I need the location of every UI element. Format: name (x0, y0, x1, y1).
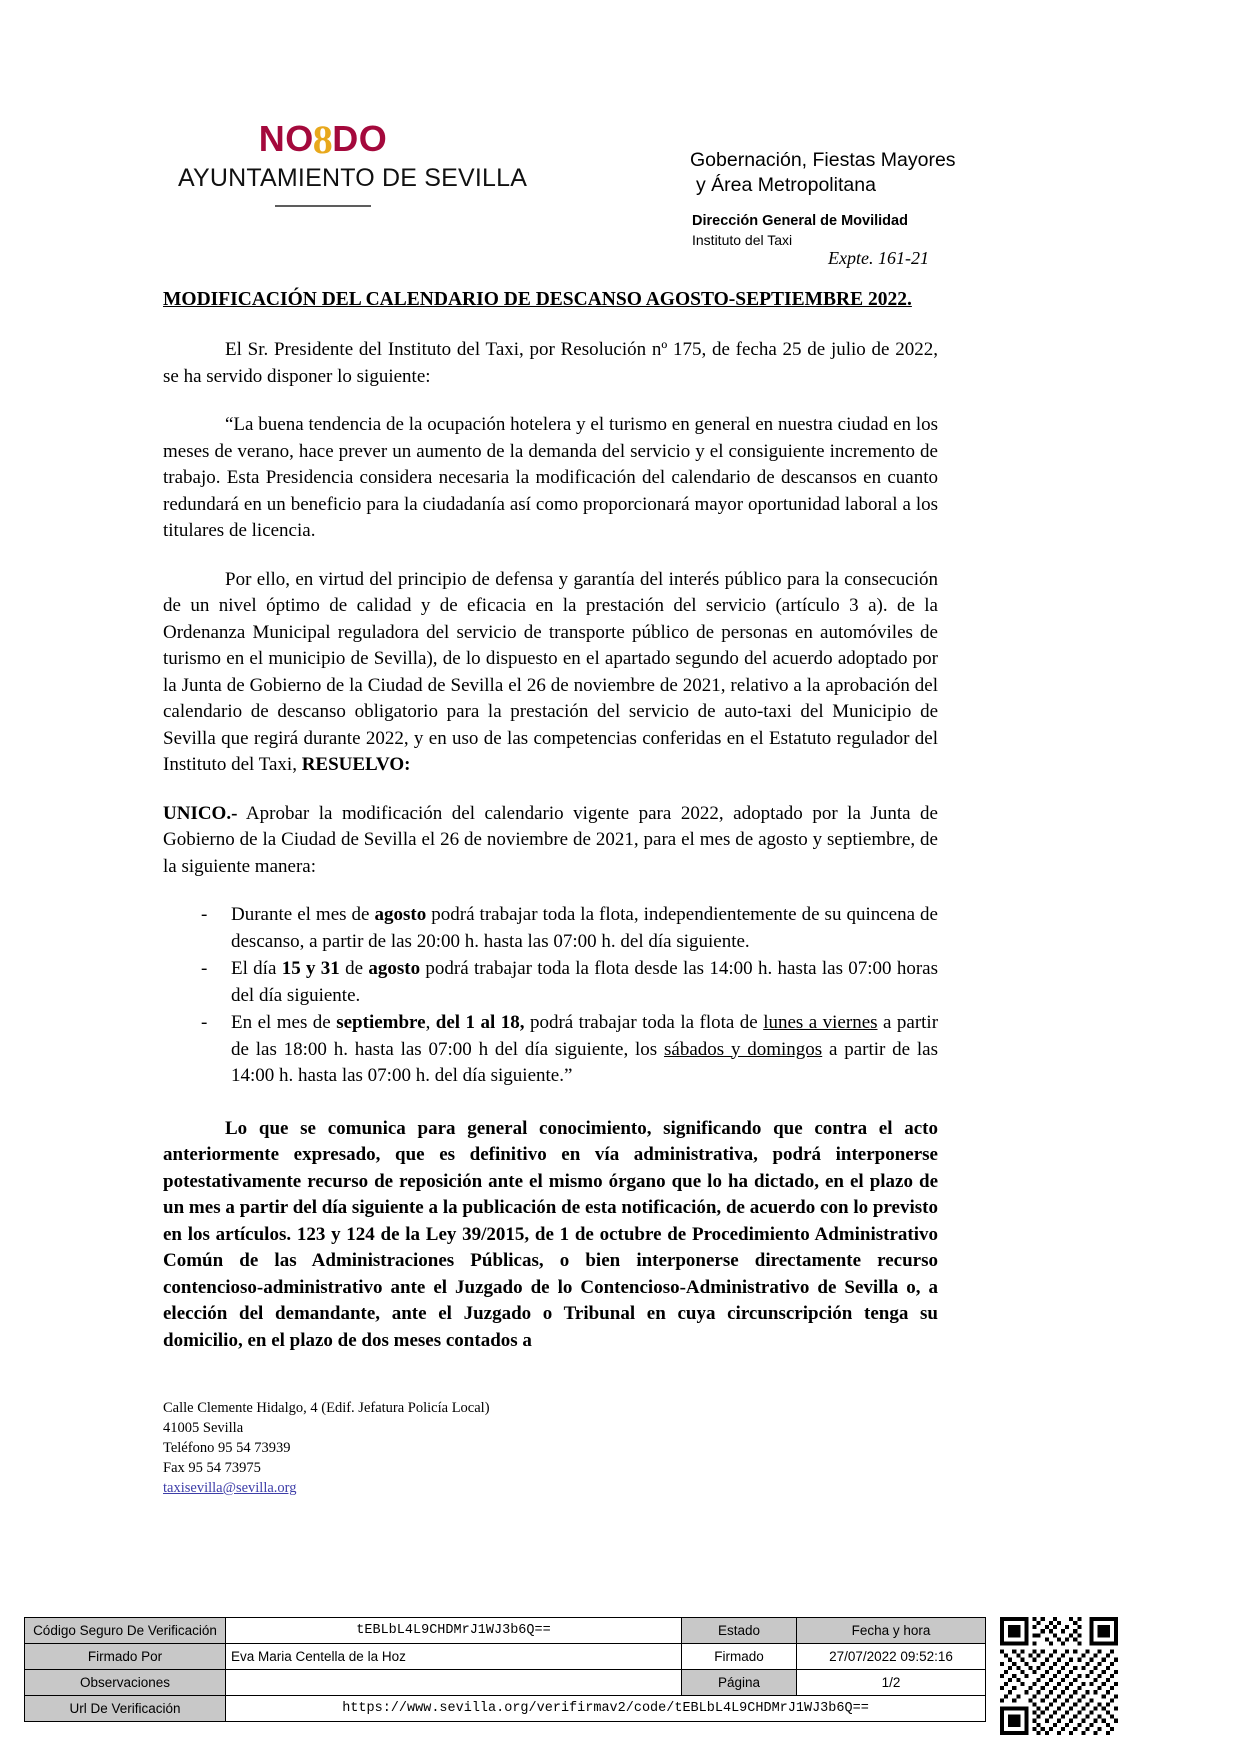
rules-list (163, 902, 938, 1090)
value-csv: tEBLbL4L9CHDMrJ1WJ3b6Q== (226, 1618, 682, 1644)
rule-3-text-c: podrá trabajar toda la flota de (524, 1012, 764, 1033)
rule-2-month: agosto (368, 958, 421, 979)
label-pagina: Página (682, 1670, 797, 1696)
paragraph-legal-basis (163, 567, 938, 779)
rule-3-weekdays: lunes a viernes (763, 1012, 878, 1033)
nosdo-wordmark (178, 117, 468, 162)
expediente-number: Expte. 161-21 (828, 248, 929, 268)
label-estado: Estado (682, 1618, 797, 1644)
rule-1-text-a: Durante el mes de (231, 904, 375, 925)
nosdo-do-text: DO (332, 118, 388, 159)
address-street: Calle Clemente Hidalgo, 4 (Edif. Jefatura Policía Local) (163, 1400, 490, 1416)
list-item (163, 902, 938, 955)
label-observaciones: Observaciones (25, 1670, 226, 1696)
unico-text: Aprobar la modificación del calendario vigente para 2022, adoptado por la Junta de Gobierno de la Ciudad de Sevilla el 26 de noviembre de 2021, para el mes de agosto y septiembre, de la siguiente manera: (163, 802, 938, 877)
department-line-2: y Área Metropolitana (696, 174, 876, 196)
list-item (163, 1010, 938, 1090)
value-firmado-por: Eva Maria Centella de la Hoz (226, 1644, 682, 1670)
rule-3-text-d: a partir de las 18:00 h. hasta las 07:00 h del día siguiente, los (231, 1012, 939, 1060)
paragraph-resolution: El Sr. Presidente del Instituto del Taxi, por Resolución nº 175, de fecha 25 de julio de 2022, se ha servido disponer lo siguiente: (163, 339, 938, 387)
rule-3-weekend: sábados y domingos (664, 1038, 823, 1060)
subdepartment-block (692, 212, 1112, 250)
table-row (25, 1696, 986, 1722)
legal-basis-text: Por ello, en virtud del principio de defensa y garantía del interés público para la consecución de un nivel óptimo de calidad y de eficacia en la prestación del servicio (artículo 3 a). de la Ordenanza Municipal reguladora del servicio de transporte público de personas en automóviles de turismo en el municipio de Sevilla), de lo dispuesto en el apartado segundo del acuerdo adoptado por la Junta de Gobierno de la Ciudad de Sevilla el 26 de noviembre de 2021, relativo a la aprobación del calendario de descanso obligatorio para la prestación del servicio de auto-taxi del Municipio de Sevilla que regirá durante 2022, y en uso de las competencias conferidas en el Estatuto regulador del Instituto del Taxi, (163, 568, 938, 775)
address-fax: Fax 95 54 73975 (163, 1460, 261, 1476)
institution-name: AYUNTAMIENTO DE SEVILLA (178, 164, 528, 192)
rule-3-text-a: En el mes de (231, 1012, 337, 1033)
label-fecha: Fecha y hora (797, 1618, 986, 1644)
document-header (0, 0, 1240, 290)
rule-3-range: del 1 al 18, (435, 1012, 525, 1033)
value-estado: Firmado (682, 1644, 797, 1670)
nosdo-logo (178, 117, 528, 207)
paragraph-quote-intro: “La buena tendencia de la ocupación hotelera y el turismo en general en nuestra ciudad en los meses de verano, hace prever un aumento de la demanda del servicio y el consiguiente incremento de trabajo. Esta Presidencia considera necesaria la modificación del calendario de descansos en cuanto redundará en un beneficio para la ciudadanía así como proporcionará mayor oportunidad laboral a los titulares de licencia. (163, 414, 938, 541)
document-body (163, 286, 938, 1354)
rule-2-text-c: podrá trabajar toda la flota desde las 14:00 h. hasta las 07:00 horas del día siguiente. (231, 958, 938, 1006)
qr-code-icon (1000, 1617, 1118, 1735)
value-fecha: 27/07/2022 09:52:16 (797, 1644, 986, 1670)
nosdo-knot-icon: 8 (312, 117, 334, 162)
value-url[interactable]: https://www.sevilla.org/verifirmav2/code/tEBLbL4L9CHDMrJ1WJ3b6Q== (226, 1696, 986, 1722)
logo-divider (275, 205, 371, 207)
verification-footer (24, 1617, 1216, 1735)
table-row (25, 1670, 986, 1696)
list-item (163, 956, 938, 1009)
label-csv: Código Seguro De Verificación (25, 1618, 226, 1644)
nosdo-no-text: NO (258, 118, 314, 159)
page-title: MODIFICACIÓN DEL CALENDARIO DE DESCANSO AGOSTO-SEPTIEMBRE 2022. (163, 289, 912, 310)
rule-3-month: septiembre (336, 1012, 426, 1033)
verification-table (24, 1617, 986, 1722)
rule-3-text-e: a partir de las 14:00 h. hasta las 07:00 h. del día siguiente.” (231, 1038, 939, 1086)
qr-code-svg (1000, 1617, 1118, 1735)
paragraph-unico (163, 801, 938, 881)
rule-2-days: 15 y 31 (281, 958, 340, 979)
subdepartment-name: Dirección General de Movilidad (692, 213, 908, 229)
rule-3-text-b: , (425, 1012, 436, 1033)
department-line-1: Gobernación, Fiestas Mayores (690, 149, 956, 171)
table-row (25, 1618, 986, 1644)
address-city: 41005 Sevilla (163, 1420, 244, 1436)
unico-label: UNICO.- (163, 802, 238, 824)
label-url: Url De Verificación (25, 1696, 226, 1722)
address-footer (163, 1398, 683, 1498)
value-observaciones (226, 1670, 682, 1696)
rule-1-text-b: podrá trabajar toda la flota, independientemente de su quincena de descanso, a partir de las 20:00 h. hasta las 07:00 h. del día siguiente. (231, 904, 938, 952)
table-row (25, 1644, 986, 1670)
resuelvo-keyword: RESUELVO: (301, 754, 411, 775)
paragraph-closing-notice: Lo que se comunica para general conocimiento, significando que contra el acto anteriormente expresado, que es definitivo en vía administrativa, podrá interponerse potestativamente recurso de reposición ante el mismo órgano que lo ha dictado, en el plazo de un mes a partir del día siguiente a la publicación de esta notificación, de acuerdo con lo previsto en los artículos. 123 y 124 de la Ley 39/2015, de 1 de octubre de Procedimiento Administrativo Común de las Administraciones Públicas, o bien interponerse directamente recurso contencioso-administrativo ante el Juzgado de lo Contencioso-Administrativo de Sevilla o, a elección del demandante, ante el Juzgado o Tribunal en cuya circunscripción tenga su domicilio, en el plazo de dos meses contados a (163, 1117, 938, 1351)
address-phone: Teléfono 95 54 73939 (163, 1440, 291, 1456)
office-name: Instituto del Taxi (692, 232, 793, 248)
department-block (690, 148, 1110, 198)
rule-2-text-a: El día (231, 958, 282, 979)
rule-2-text-b: de (339, 958, 369, 979)
label-firmado-por: Firmado Por (25, 1644, 226, 1670)
rule-1-month: agosto (374, 904, 427, 925)
value-pagina: 1/2 (797, 1670, 986, 1696)
email-link[interactable]: taxisevilla@sevilla.org (163, 1480, 297, 1496)
